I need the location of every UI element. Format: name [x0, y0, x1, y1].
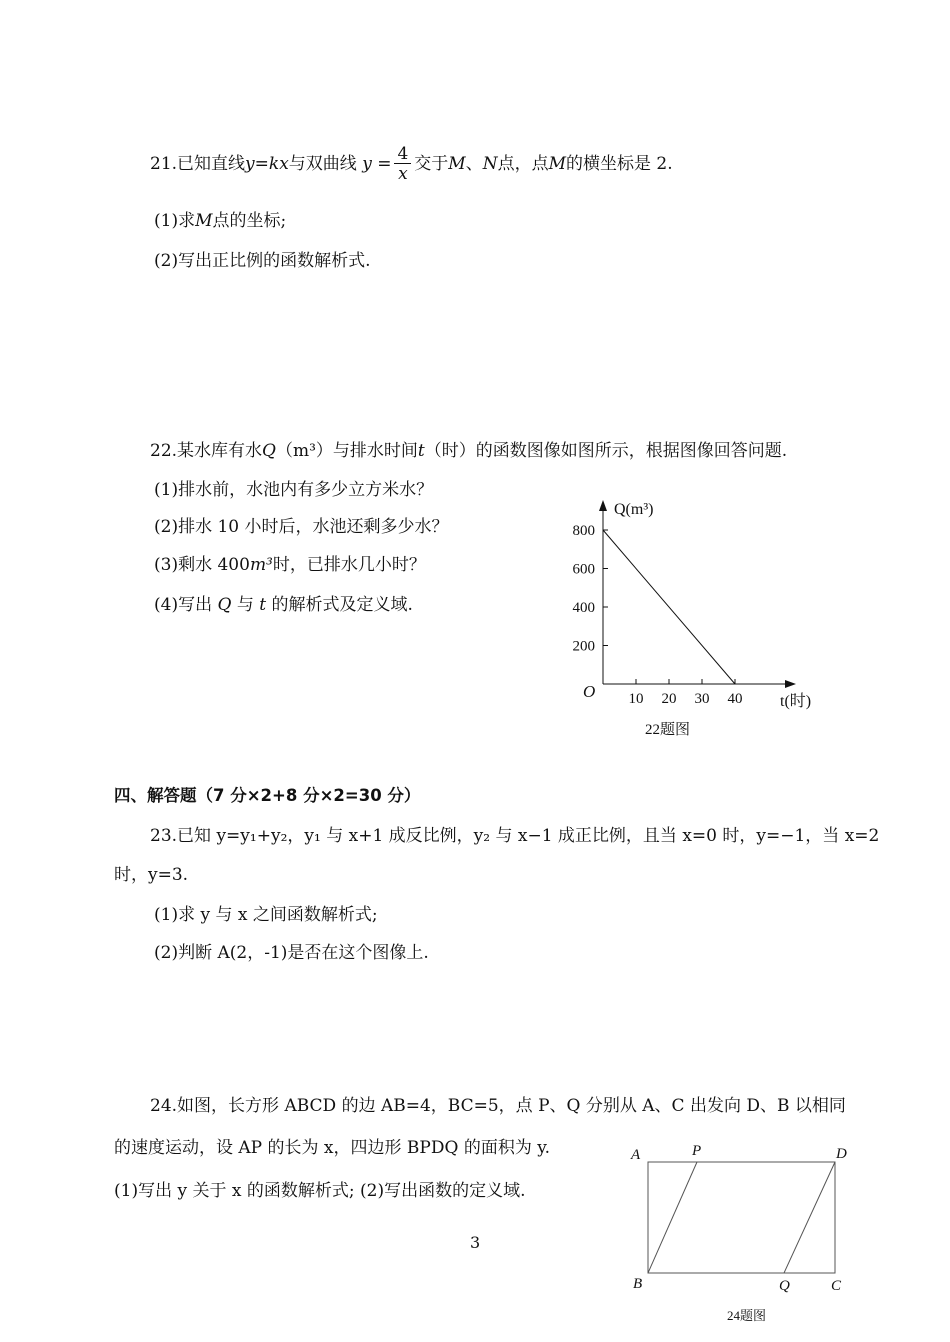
label-d: D [836, 1146, 847, 1162]
label-a: A [631, 1147, 641, 1163]
q24-line1: 24.如图，长方形 ABCD 的边 AB=4，BC=5，点 P、Q 分别从 A、C 出发向 D、B 以相同 [150, 1096, 846, 1116]
y-tick-label: 200 [572, 638, 595, 655]
y-axis-label: Q(m³) [614, 501, 654, 518]
q22-part4: (4)写出 Q 与 t 的解析式及定义域. [154, 595, 413, 615]
q21-part1: (1)求M点的坐标; [154, 211, 287, 231]
q23-line1: 23.已知 y=y₁+y₂，y₁ 与 x+1 成反比例，y₂ 与 x−1 成正比例，且当 x=0 时，y=−1，当 x=2 [150, 826, 880, 846]
q24-line2: 的速度运动，设 AP 的长为 x，四边形 BPDQ 的面积为 y. [114, 1138, 550, 1158]
q23-part2: (2)判断 A(2，-1)是否在这个图像上. [154, 943, 429, 963]
x-tick-label: 30 [694, 691, 710, 707]
label-p: P [692, 1143, 702, 1159]
q24-number: 24. [150, 1096, 178, 1116]
q22-part3: (3)剩水 400m³时，已排水几小时？ [154, 555, 426, 575]
segment-qd [784, 1162, 835, 1273]
label-q: Q [779, 1278, 790, 1294]
label-c: C [831, 1278, 842, 1294]
x-axis-label: t(时) [780, 693, 812, 710]
q22-part1: (1)排水前，水池内有多少立方米水？ [154, 480, 434, 500]
x-tick-label: 20 [661, 691, 677, 707]
q22-part2: (2)排水 10 小时后，水池还剩多少水？ [154, 517, 449, 537]
figure-caption: 24题图 [727, 1308, 767, 1323]
page-number: 3 [470, 1233, 481, 1252]
fraction-4-over-x: $\frac{4}{x}$ [394, 145, 411, 184]
chart-caption: 22题图 [645, 722, 691, 738]
x-tick-label: 40 [727, 691, 743, 707]
y-tick-label: 400 [572, 600, 595, 616]
q21-stem: 21.已知直线y=kx与双曲线 y = $\frac{4}{x}$ 交于M、N点，点M的横坐标是 2. [150, 144, 673, 184]
label-b: B [633, 1276, 643, 1292]
q23-part1: (1)求 y 与 x 之间函数解析式; [154, 905, 378, 925]
segment-bp [648, 1162, 697, 1273]
q24-line3: (1)写出 y 关于 x 的函数解析式; (2)写出函数的定义域. [114, 1181, 526, 1201]
q23-line2: 时，y=3. [114, 865, 189, 885]
rectangle-abcd [648, 1162, 835, 1273]
q22-number: 22. [150, 441, 178, 461]
origin-label: O [583, 682, 596, 701]
x-tick-label: 10 [628, 691, 644, 707]
y-tick-label: 800 [572, 523, 595, 539]
q23-number: 23. [150, 826, 178, 846]
y-tick-label: 600 [572, 561, 595, 578]
q22-stem: 22.某水库有水Q（m³）与排水时间t（时）的函数图像如图所示，根据图像回答问题. [150, 441, 788, 461]
q21-number: 21. [150, 154, 178, 174]
q21-part2: (2)写出正比例的函数解析式. [154, 251, 371, 271]
section-4-title: 四、解答题（7 分×2+8 分×2=30 分） [114, 786, 421, 805]
